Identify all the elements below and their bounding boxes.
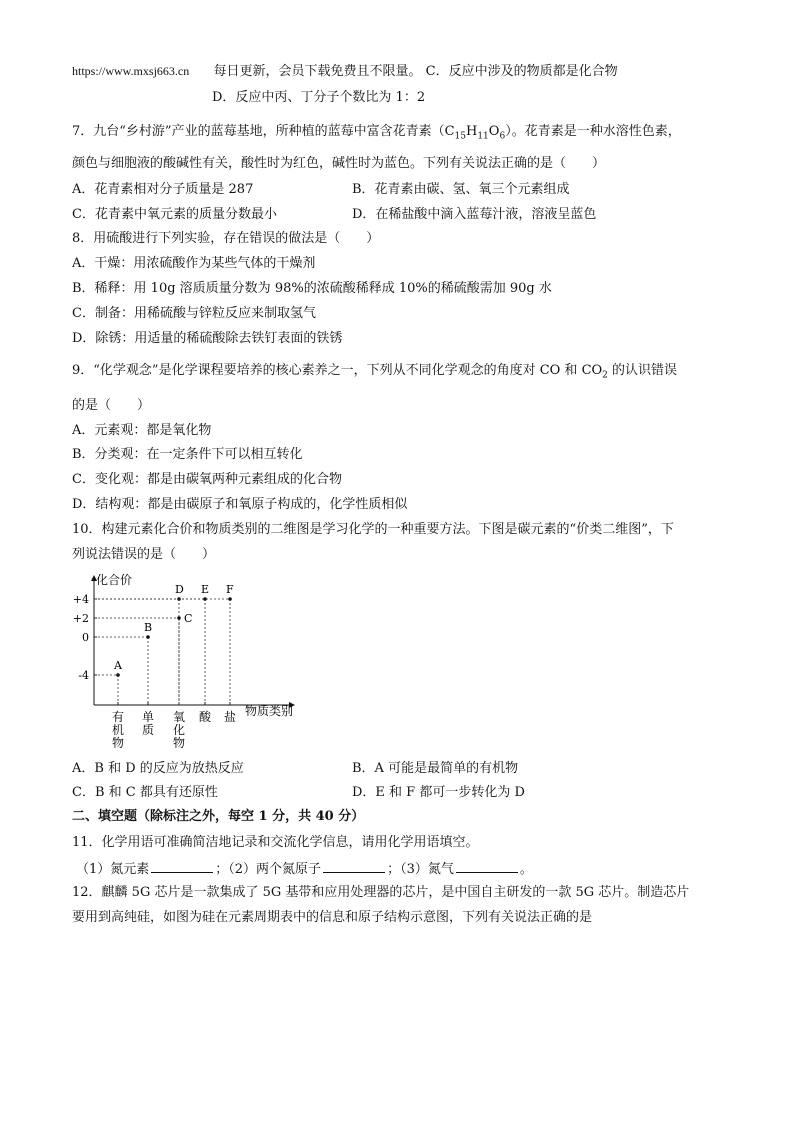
q9-option-a: A．元素观：都是氧化物 (72, 423, 212, 438)
x-category-label: 有机物 (111, 710, 125, 750)
q11-blank-3[interactable] (456, 859, 518, 873)
x-category-label: 盐 (223, 710, 237, 724)
q7-formula (444, 124, 506, 142)
x-category-label: 氧化物 (172, 710, 186, 750)
q9-co2-sub: 2 (602, 370, 608, 381)
q8-option-a: A．干燥：用浓硫酸作为某些气体的干燥剂 (72, 256, 316, 271)
q10-option-d: D．E 和 F 都可一步转化为 D (352, 785, 525, 800)
q11-part1-label: （1）氮元素 (76, 862, 150, 877)
point-label-B: B (144, 621, 153, 634)
q7-stem-text-a: 7．九台“乡村游”产业的蓝莓基地，所种植的蓝莓中富含花青素（ (72, 124, 445, 139)
point-label-E: E (201, 583, 210, 596)
q7-stem-text-b: ）。花青素是一种水溶性色素， (505, 124, 681, 139)
q8-stem: 8．用硫酸进行下列实验，存在错误的做法是（ ） (72, 231, 380, 246)
formula-h-sub: 11 (477, 131, 489, 142)
q10-option-a: A．B 和 D 的反应为放热反应 (72, 761, 244, 776)
q11-blank-2[interactable] (323, 859, 385, 873)
point-B (146, 635, 150, 639)
q8-option-b: B．稀释：用 10g 溶质质量分数为 98%的浓硫酸稀释成 10%的稀硫酸需加 90g 水 (72, 281, 552, 296)
q10-stem-line2: 列说法错误的是（ ） (72, 547, 216, 562)
q10-stem-line1: 10．构建元素化合价和物质类别的二维图是学习化学的一种重要方法。下图是碳元素的“价类二维图”，下 (72, 522, 674, 537)
q7-option-b: B．花青素由碳、氢、氧三个元素组成 (352, 182, 570, 197)
header-line (72, 62, 618, 81)
q8-option-c: C．制备：用稀硫酸与锌粒反应来制取氢气 (72, 306, 316, 321)
q7-stem-line2: 颜色与细胞液的酸碱性有关，酸性时为红色，碱性时为蓝色。下列有关说法正确的是（ ） (72, 156, 606, 171)
q10-option-b: B．A 可能是最简单的有机物 (352, 761, 519, 776)
q7-stem (72, 123, 681, 146)
x-axis-label: 物质类别 (245, 704, 294, 718)
q11-parts (76, 859, 533, 879)
point-A (116, 673, 120, 677)
q7-option-d: D．在稀盐酸中滴入蓝莓汁液，溶液呈蓝色 (352, 207, 597, 222)
point-label-D: D (175, 583, 184, 596)
q9-stem-text-a: 9．“化学观念”是化学课程要培养的核心素养之一，下列从不同化学观念的角度对 CO 和 CO (72, 363, 603, 378)
section2-title: 二、填空题（除标注之外，每空 1 分，共 40 分） (72, 809, 365, 824)
q9-option-c: C．变化观：都是由碳氧两种元素组成的化合物 (72, 472, 342, 487)
site-url[interactable]: https://www.mxsj663.cn (72, 64, 190, 78)
q11-blank-1[interactable] (151, 859, 213, 873)
q11-part2-label: ；（2）两个氮原子 (215, 862, 322, 877)
q11-stem: 11．化学用语可准确简洁地记录和交流化学信息，请用化学用语填空。 (72, 835, 479, 850)
formula-c-sub: 15 (454, 131, 466, 142)
y-axis-label: 化合价 (96, 573, 133, 587)
q10-option-c: C．B 和 C 都具有还原性 (72, 785, 218, 800)
q7-option-c: C．花青素中氧元素的质量分数最小 (72, 207, 277, 222)
formula-h: H (465, 124, 478, 139)
formula-c: C (444, 124, 455, 139)
q9-stem-text-b: 的认识错误 (607, 363, 678, 378)
y-tick-label: 0 (82, 631, 89, 644)
q8-option-d: D．除锈：用适量的稀硫酸除去铁钉表面的铁锈 (72, 331, 343, 346)
y-tick-label: -4 (78, 669, 89, 682)
formula-o: O (488, 124, 500, 139)
q12-stem-line2: 要用到高纯硅，如图为硅在元素周期表中的信息和原子结构示意图，下列有关说法正确的是 (72, 910, 593, 925)
point-label-F: F (226, 583, 234, 596)
q9-stem (72, 362, 677, 385)
site-notice: 每日更新，会员下载免费且不限量。 (213, 64, 422, 79)
q9-stem-line2: 的是（ ） (72, 398, 151, 413)
q6-option-d: D．反应中丙、丁分子个数比为 1：2 (212, 90, 426, 105)
q7-option-a: A．花青素相对分子质量是 287 (72, 182, 254, 197)
x-category-label: 单质 (141, 710, 155, 737)
point-label-A: A (114, 659, 122, 672)
q9-option-d: D．结构观：都是由碳原子和氧原子构成的，化学性质相似 (72, 497, 408, 512)
q9-option-b: B．分类观：在一定条件下可以相互转化 (72, 447, 303, 462)
q11-part3-label: ；（3）氮气 (387, 862, 454, 877)
y-tick-label: +4 (72, 593, 89, 606)
point-label-C: C (184, 612, 193, 625)
point-F (228, 597, 232, 601)
q12-stem-line1: 12．麒麟 5G 芯片是一款集成了 5G 基带和应用处理器的芯片，是中国自主研发的一款 5G 芯片。制造芯片 (72, 885, 690, 900)
q11-end: 。 (519, 862, 533, 877)
q6-option-c: C．反应中涉及的物质都是化合物 (425, 64, 618, 79)
x-category-label: 酸 (198, 710, 212, 724)
valence-class-chart (72, 570, 312, 750)
formula-o-sub: 6 (499, 131, 506, 142)
y-tick-label: +2 (72, 612, 89, 625)
